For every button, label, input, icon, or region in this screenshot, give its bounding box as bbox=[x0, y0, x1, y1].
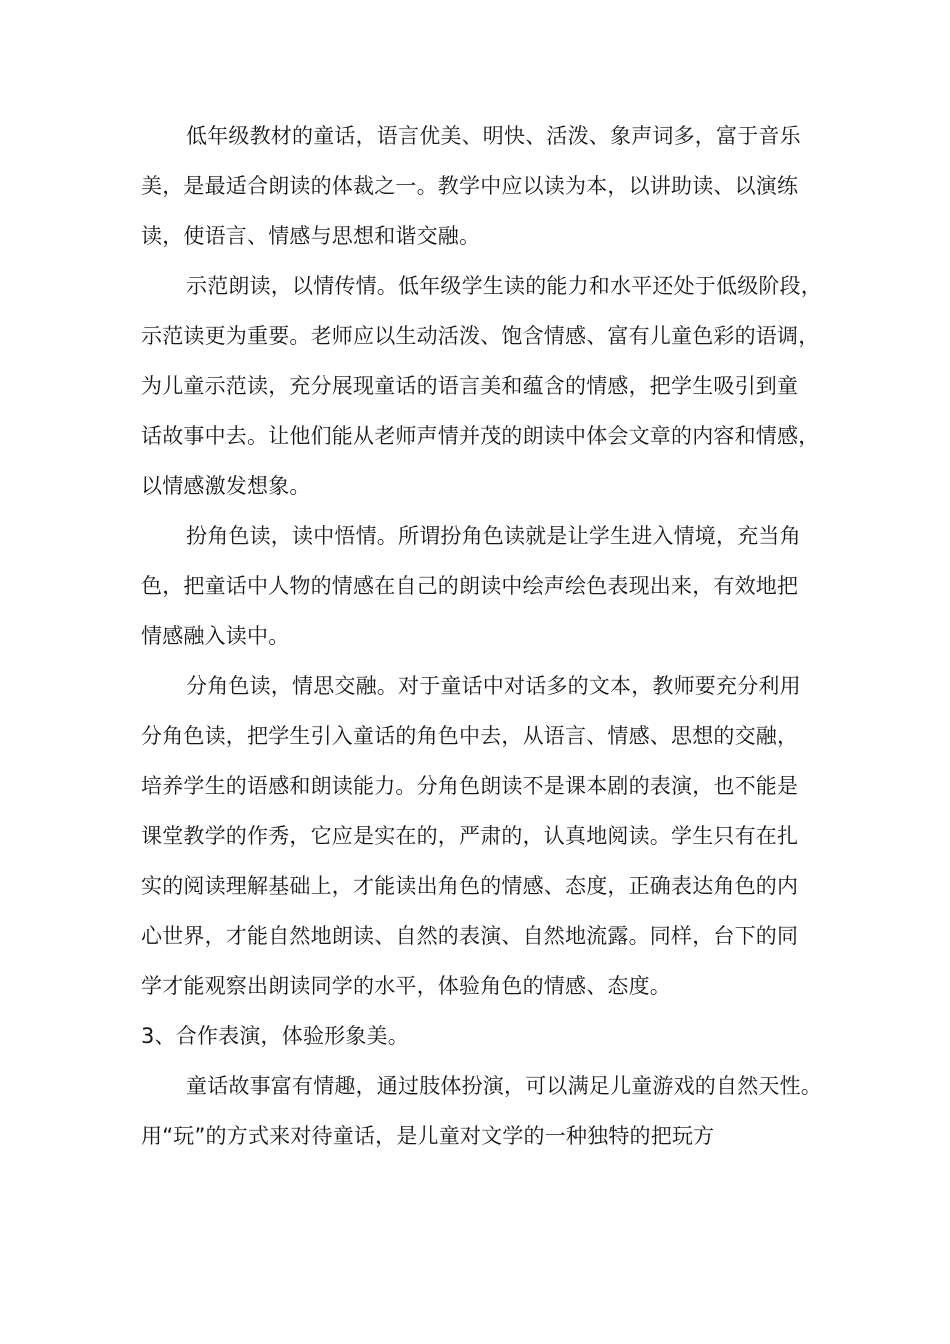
paragraph-2-line-1: 示范朗读，以情传情。低年级学生读的能力和水平还处于低级阶段， bbox=[186, 274, 822, 298]
paragraph-5-line-2: 用“玩”的方式来对待童话，是儿童对文学的一种独特的把玩方 bbox=[141, 1124, 715, 1148]
paragraph-1-line-2: 美，是最适合朗读的体裁之一。教学中应以读为本，以讲助读、以演练 bbox=[141, 174, 799, 198]
section-heading: 3、合作表演，体验形象美。 bbox=[141, 1024, 409, 1048]
paragraph-3-line-2: 色，把童话中人物的情感在自己的朗读中绘声绘色表现出来，有效地把 bbox=[141, 574, 799, 598]
paragraph-4-line-7: 学才能观察出朗读同学的水平，体验角色的情感、态度。 bbox=[141, 974, 671, 998]
paragraph-2-line-4: 话故事中去。让他们能从老师声情并茂的朗读中体会文章的内容和情感， bbox=[141, 424, 820, 448]
paragraph-1-line-3: 读，使语言、情感与思想和谐交融。 bbox=[141, 224, 481, 248]
paragraph-3-line-3: 情感融入读中。 bbox=[141, 624, 290, 648]
paragraph-1-line-1: 低年级教材的童话，语言优美、明快、活泼、象声词多，富于音乐 bbox=[186, 124, 801, 148]
paragraph-3-line-1: 扮角色读，读中悟情。所谓扮角色读就是让学生进入情境，充当角 bbox=[186, 524, 801, 548]
paragraph-5-line-1: 童话故事富有情趣，通过肢体扮演，可以满足儿童游戏的自然天性。 bbox=[186, 1074, 822, 1098]
paragraph-2-line-2: 示范读更为重要。老师应以生动活泼、饱含情感、富有儿童色彩的语调， bbox=[141, 324, 820, 348]
paragraph-2-line-5: 以情感激发想象。 bbox=[141, 474, 311, 498]
paragraph-4-line-2: 分角色读，把学生引入童话的角色中去，从语言、情感、思想的交融， bbox=[141, 724, 799, 748]
paragraph-4-line-4: 课堂教学的作秀，它应是实在的，严肃的，认真地阅读。学生只有在扎 bbox=[141, 824, 799, 848]
paragraph-2-line-3: 为儿童示范读，充分展现童话的语言美和蕴含的情感，把学生吸引到童 bbox=[141, 374, 799, 398]
paragraph-4-line-5: 实的阅读理解基础上，才能读出角色的情感、态度，正确表达角色的内 bbox=[141, 874, 799, 898]
paragraph-4-line-6: 心世界，才能自然地朗读、自然的表演、自然地流露。同样，台下的同 bbox=[141, 924, 799, 948]
paragraph-4-line-3: 培养学生的语感和朗读能力。分角色朗读不是课本剧的表演，也不能是 bbox=[141, 774, 799, 798]
paragraph-4-line-1: 分角色读，情思交融。对于童话中对话多的文本，教师要充分利用 bbox=[186, 674, 801, 698]
